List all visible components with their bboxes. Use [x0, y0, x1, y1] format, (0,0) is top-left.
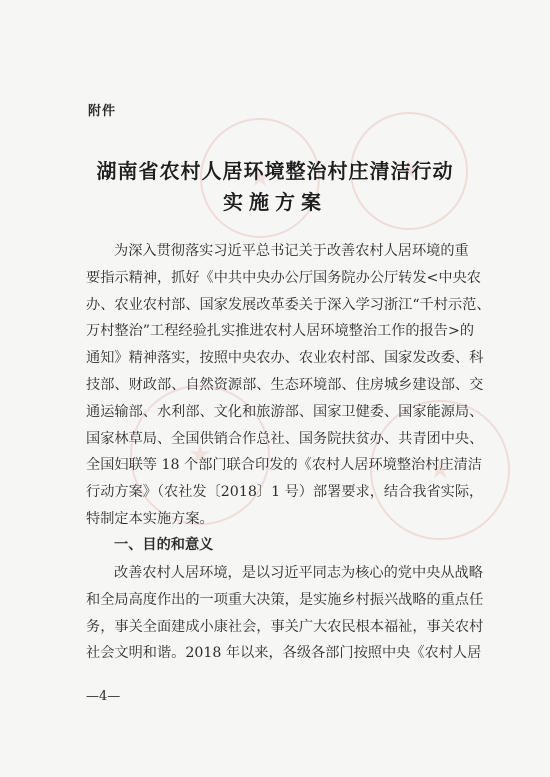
- text-line: 通知》精神落实，按照中央农办、农业农村部、国家发改委、科: [86, 350, 484, 367]
- text-line: 行动方案》（农社发〔2018〕1 号）部署要求，结合我省实际，: [86, 484, 484, 501]
- text-line: 要指示精神，抓好《中共中央办公厅国务院办公厅转发<中央农: [86, 269, 481, 286]
- text-line: 社会文明和谐。2018 年以来，各级各部门按照中央《农村人居: [86, 645, 482, 662]
- text-line: 技部、财政部、自然资源部、生态环境部、住房城乡建设部、交: [86, 376, 484, 393]
- text-line: 办、农业农村部、国家发展改革委关于深入学习浙江“千村示范、: [86, 296, 491, 313]
- text-line: 通运输部、水利部、文化和旅游部、国家卫健委、国家能源局、: [86, 403, 484, 420]
- text-line: 万村整治”工程经验扎实推进农村人居环境整治工作的报告>的: [86, 323, 475, 340]
- paragraph-purpose: [86, 560, 484, 667]
- document-title-line-1: 湖南省农村人居环境整治村庄清洁行动: [96, 159, 454, 183]
- text-line: 和全局高度作出的一项重大决策，是实施乡村振兴战略的重点任: [86, 591, 484, 608]
- attachment-label: 附件: [88, 104, 117, 119]
- text-line: 全国妇联等 18 个部门联合印发的《农村人居环境整治村庄清洁: [86, 457, 482, 474]
- page-number: —4—: [86, 689, 121, 704]
- document-title-line-2: 实施方案: [223, 190, 327, 214]
- section-heading: 一、目的和意义: [114, 537, 214, 553]
- text-line: 特制定本实施方案。: [86, 510, 214, 527]
- text-line: 国家林草局、全国供销合作总社、国务院扶贫办、共青团中央、: [86, 430, 484, 447]
- text-line: 务，事关全面建成小康社会，事关广大农民根本福祉，事关农村: [86, 618, 484, 635]
- text-line: 为深入贯彻落实习近平总书记关于改善农村人居环境的重: [114, 243, 469, 259]
- text-line: 改善农村人居环境，是以习近平同志为核心的党中央从战略: [114, 565, 483, 581]
- paragraph-intro: [86, 238, 491, 533]
